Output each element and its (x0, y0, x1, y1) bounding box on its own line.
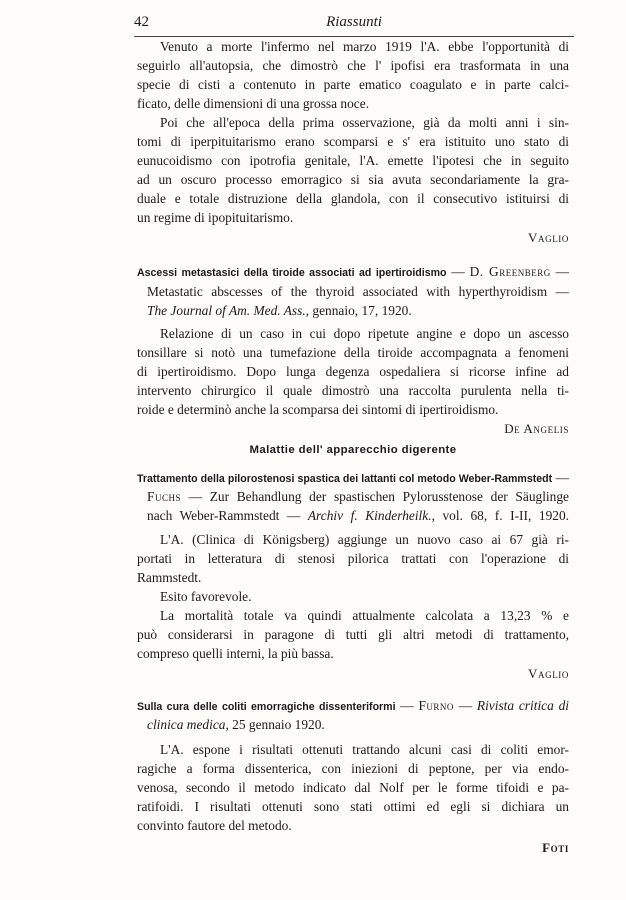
body-line: tomi di iperpituitarismo erano scomparsi e s' era istituito uno stato di (137, 134, 569, 149)
article-title-line (137, 469, 569, 488)
body-line: seguirlo all'autopsia, che dimostrò che l' ipofisi era trasformata in una (137, 58, 569, 73)
body-line: Poi che all'epoca della prima osservazione, già da molti anni i sin- (160, 115, 569, 130)
signature-de-angelis: De Angelis (504, 421, 569, 436)
journal-name: The Journal of Am. Med. Ass. (147, 303, 306, 318)
body-line: ficato, delle dimensioni di una grossa noce. (137, 96, 370, 111)
citation-detail: , vol. 68, f. I-II, 1920. (431, 508, 569, 523)
article-title-line (137, 263, 569, 282)
citation-line (147, 507, 569, 525)
body-line: ratifoidi. I risultati ottenuti sono stati ottimi ed egli si dichiara un (137, 799, 569, 814)
body-line: compreso quelli interni, la più bassa. (137, 646, 334, 661)
citation-line (147, 488, 569, 506)
signature-vaglio: Vaglio (528, 666, 569, 681)
signature-foti: Foti (542, 840, 569, 855)
article-title-line (137, 697, 569, 716)
journal-name: Archiv f. Kinderheilk. (307, 508, 432, 523)
citation-detail: 25 gennaio 1920. (228, 717, 325, 732)
section-heading: Malattie dell' apparecchio digerente (249, 444, 457, 456)
dash: — (395, 698, 419, 713)
body-line: intervento chirurgico il quale dimostrò una raccolta purulenta nella ti- (137, 383, 569, 398)
article-title: Sulla cura delle coliti emorragiche dissenteriformi (137, 701, 396, 713)
journal-name: Rivista critica di (476, 698, 570, 713)
journal-name-cont: clinica medica, (147, 717, 229, 732)
body-line: può considerarsi in paragone di tutti gli altri metodi di trattamento, (137, 627, 569, 642)
citation-detail: — Zur Behandlung der spastischen Pylorusstenose der Säuglinge (180, 489, 569, 504)
dash: — (453, 698, 477, 713)
body-line: Rammstedt. (137, 570, 202, 585)
citation-detail: nach Weber-Rammstedt — (147, 508, 308, 523)
body-line: roide e determinò anche la scomparsa dei sintomi di ipertiroidismo. (137, 402, 499, 417)
body-line: portati in letteratura di stenosi pilorica trattati con l'operazione di (137, 551, 569, 566)
citation-line (147, 716, 569, 734)
page-number: 42 (134, 14, 149, 30)
dash: — (446, 264, 470, 279)
body-line: Esito favorevole. (160, 589, 252, 604)
body-line: Venuto a morte l'infermo nel marzo 1919 l'A. ebbe l'opportunità di (160, 39, 569, 54)
body-line: duale e totale distruzione della glandola, con il consecutivo istituirsi di (137, 191, 569, 206)
article-title: Trattamento della pilorostenosi spastica dei lattanti col metodo Weber-Rammstedt (137, 473, 553, 485)
body-line: L'A. (Clinica di Königsberg) aggiunge un nuovo caso ai 67 già ri- (160, 532, 569, 547)
dash: — (552, 470, 569, 485)
running-title: Riassunti (326, 14, 382, 30)
author-name: Furno (418, 698, 454, 713)
citation-line (147, 302, 569, 320)
author-name: Fuchs (147, 489, 181, 504)
body-line: La mortalità totale va quindi attualmente calcolata a 13,23 % e (160, 608, 569, 623)
dash: — (550, 264, 569, 279)
citation-detail: , gennaio, 17, 1920. (305, 303, 412, 318)
article-title: Ascessi metastasici della tiroide associati ad ipertiroidismo (137, 267, 447, 279)
body-line: specie di cisti a contenuto in parte ematico coagulato e in parte calci- (137, 77, 569, 92)
body-line: eunucoidismo con ipotrofia genitale, l'A. emette l'ipotesi che in seguito (137, 153, 569, 168)
body-line: tonsillare si notò una tumefazione della tiroide accompagnata a fenomeni (137, 345, 569, 360)
author-name: D. Greenberg (469, 264, 551, 279)
running-header (134, 14, 574, 37)
body-line: ad un oscuro processo emorragico si sia avuta secondariamente la gra- (137, 172, 569, 187)
body-line: convinto fautore del metodo. (137, 818, 292, 833)
body-line: ragiche a forma dissenterica, con iniezioni di peptone, per via endo- (137, 761, 569, 776)
body-line: di ipertiroidismo. Dopo lunga degenza ospedaliera si ricorse infine ad (137, 364, 569, 379)
signature-vaglio: Vaglio (528, 230, 569, 245)
body-line: Relazione di un caso in cui dopo ripetute angine e dopo un ascesso (160, 326, 569, 341)
body-line: un regime di ipopituitarismo. (137, 210, 294, 225)
body-line: venosa, secondo il metodo indicato dal Nolf per le forme tifoidi e pa- (137, 780, 569, 795)
citation-line: Metastatic abscesses of the thyroid associated with hyperthyroidism — (147, 284, 569, 299)
body-line: L'A. espone i risultati ottenuti trattando alcuni casi di coliti emor- (160, 742, 569, 757)
